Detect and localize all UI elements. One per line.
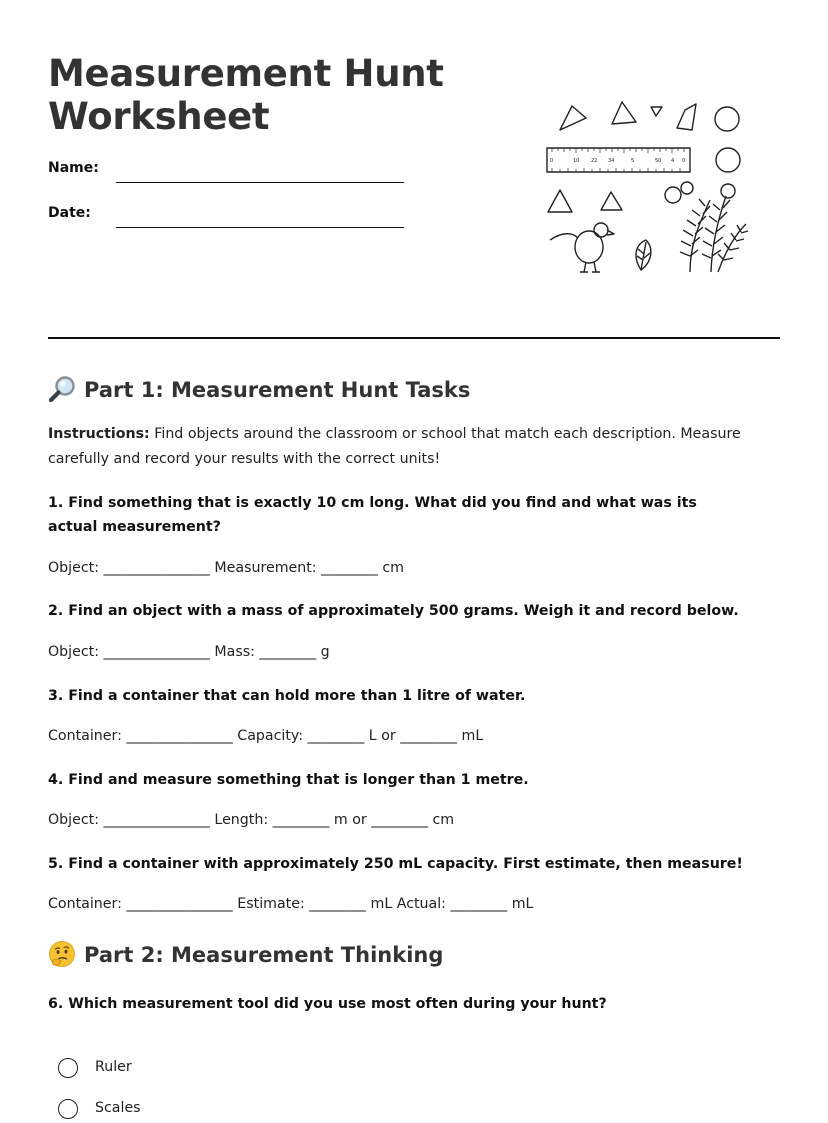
fern-icon bbox=[680, 196, 748, 272]
answer-line-4[interactable]: Object: _______________ Length: ________ m or ________ cm bbox=[48, 812, 455, 828]
date-field[interactable] bbox=[48, 205, 408, 229]
part1-heading bbox=[48, 375, 470, 404]
circle-icon bbox=[715, 107, 739, 131]
question-2: 2. Find an object with a mass of approximately 500 grams. Weigh it and record below. bbox=[48, 603, 739, 619]
question-3: 3. Find a container that can hold more than 1 litre of water. bbox=[48, 688, 526, 704]
answer-line-3[interactable]: Container: _______________ Capacity: ________ L or ________ mL bbox=[48, 728, 484, 744]
question-4: 4. Find and measure something that is longer than 1 metre. bbox=[48, 772, 529, 788]
name-line[interactable] bbox=[116, 182, 404, 183]
section-divider bbox=[48, 337, 780, 339]
date-label: Date: bbox=[48, 205, 91, 221]
magnifying-glass-icon bbox=[48, 375, 76, 403]
answer-line-1[interactable]: Object: _______________ Measurement: ________ cm bbox=[48, 560, 404, 576]
question-6: 6. Which measurement tool did you use most often during your hunt? bbox=[48, 996, 607, 1012]
circle-icon bbox=[721, 184, 735, 198]
option-ruler[interactable] bbox=[58, 1058, 358, 1082]
answer-line-5[interactable]: Container: _______________ Estimate: ________ mL Actual: ________ mL bbox=[48, 896, 534, 912]
ruler-tick-label: 10 bbox=[573, 158, 580, 164]
question-5: 5. Find a container with approximately 250 mL capacity. First estimate, then measure! bbox=[48, 856, 743, 872]
question-1: 1. Find something that is exactly 10 cm long. What did you find and what was its actual measurement? bbox=[48, 495, 697, 535]
triangle-icon bbox=[548, 190, 572, 212]
triangle-icon bbox=[612, 102, 636, 124]
triangle-icon bbox=[651, 107, 662, 116]
circle-icon bbox=[681, 182, 693, 194]
circle-icon bbox=[665, 187, 681, 203]
ruler-tick-label: 0 bbox=[550, 158, 554, 164]
instructions bbox=[48, 422, 783, 472]
instructions-text: Find objects around the classroom or school that match each description. Measure carefully and record your results with the correct units! bbox=[48, 426, 741, 467]
ruler-tick-label: 5 bbox=[631, 158, 635, 164]
measurement-illustration bbox=[540, 96, 750, 280]
ruler-icon bbox=[547, 148, 690, 172]
bird-icon bbox=[550, 223, 614, 272]
option-label: Scales bbox=[95, 1100, 141, 1116]
date-line[interactable] bbox=[116, 227, 404, 228]
thinking-face-icon bbox=[48, 940, 76, 968]
leaf-icon bbox=[636, 240, 651, 270]
option-label: Ruler bbox=[95, 1059, 132, 1075]
radio-button[interactable] bbox=[58, 1099, 78, 1119]
instructions-label: Instructions: bbox=[48, 426, 150, 442]
radio-button[interactable] bbox=[58, 1058, 78, 1078]
part1-heading-text: Part 1: Measurement Hunt Tasks bbox=[84, 378, 471, 402]
part2-heading bbox=[48, 940, 443, 969]
ruler-tick-label: 22 bbox=[591, 158, 598, 164]
triangle-icon bbox=[560, 106, 586, 130]
ruler-tick-label: 34 bbox=[608, 158, 615, 164]
option-scales[interactable] bbox=[58, 1099, 358, 1123]
quadrilateral-icon bbox=[677, 104, 696, 130]
triangle-icon bbox=[601, 192, 622, 210]
ruler-tick-label: 0 bbox=[682, 158, 686, 164]
ruler-tick-label: 4 bbox=[671, 158, 675, 164]
ruler-tick-label: 50 bbox=[655, 158, 662, 164]
name-label: Name: bbox=[48, 160, 99, 176]
ruler-tick-labels bbox=[550, 158, 685, 164]
answer-line-2[interactable]: Object: _______________ Mass: ________ g bbox=[48, 644, 330, 660]
part2-heading-text: Part 2: Measurement Thinking bbox=[84, 943, 444, 967]
circle-icon bbox=[716, 148, 740, 172]
name-field[interactable] bbox=[48, 160, 408, 184]
worksheet-title: Measurement Hunt Worksheet bbox=[48, 52, 444, 138]
